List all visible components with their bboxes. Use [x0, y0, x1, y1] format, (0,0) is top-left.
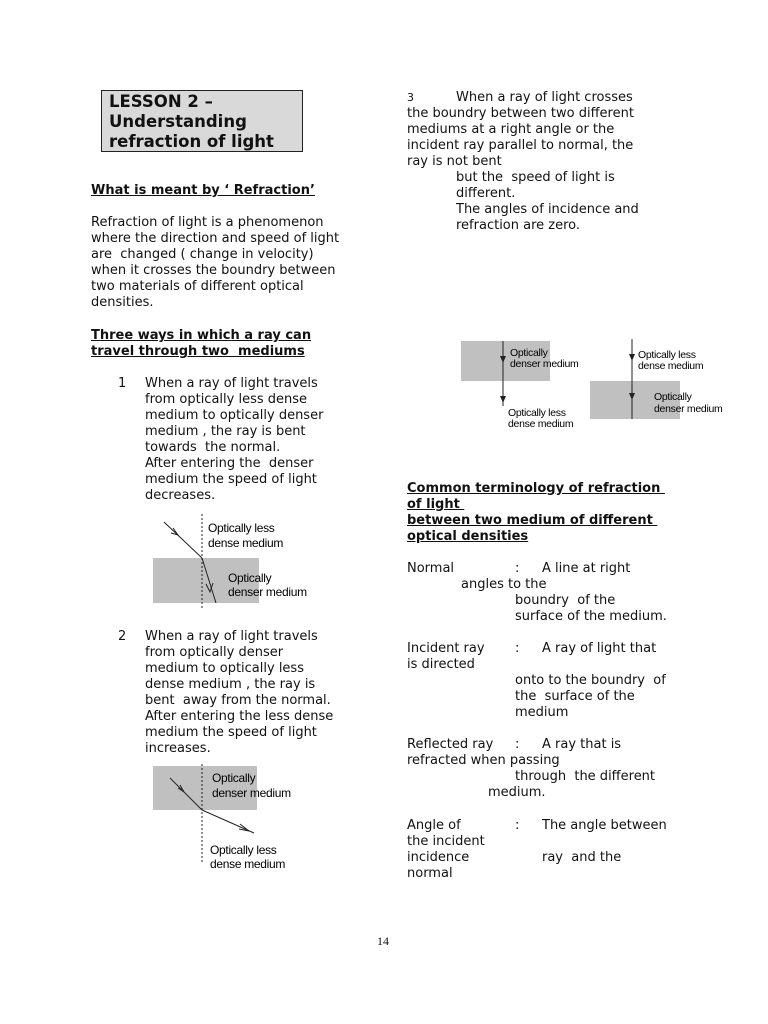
- diagram-label: dense medium: [638, 360, 704, 372]
- definition-line: Refraction of light is a phenomenon: [91, 215, 324, 230]
- way1-line: medium , the ray is bent: [145, 424, 306, 439]
- terminology-heading-line: optical densities: [407, 529, 529, 544]
- way3-indented-line: The angles of incidence and: [456, 202, 639, 217]
- term-incident-def-line: medium: [515, 705, 569, 720]
- diagram-label: Optically: [228, 571, 272, 585]
- page-number: 14: [377, 934, 389, 948]
- term-incident-def-line: the surface of the: [515, 689, 635, 704]
- term-incident-ray: Incident ray: [407, 641, 485, 656]
- definition-line: where the direction and speed of light: [91, 231, 340, 246]
- terminology-heading-line: of light: [407, 497, 465, 512]
- way3-indented-line: refraction are zero.: [456, 218, 581, 233]
- diagram-label: Optically less: [508, 407, 566, 419]
- refraction-diagram-normal-incidence: [458, 336, 738, 436]
- refraction-diagram-away-from-normal: [150, 762, 330, 874]
- term-incident-wrap: is directed: [407, 657, 475, 672]
- term-reflected-def: A ray that is: [542, 737, 622, 752]
- term-normal-def-line: boundry of the: [515, 593, 616, 608]
- term-angle-of-incidence: Angle of: [407, 818, 461, 833]
- term-colon: :: [515, 818, 520, 833]
- ways-heading-line: Three ways in which a ray can: [91, 328, 312, 343]
- way1-line: from optically less dense: [145, 392, 308, 407]
- term-angle-def: The angle between: [542, 818, 667, 833]
- way1-line: medium the speed of light: [145, 472, 317, 487]
- diagram-label: Optically less: [208, 521, 275, 535]
- diagram-label: Optically less: [210, 843, 277, 857]
- definition-line: are changed ( change in velocity): [91, 247, 314, 262]
- diagram-label: Optically less: [638, 349, 696, 361]
- lesson-title-line: refraction of light: [109, 132, 274, 151]
- incident-ray: [164, 522, 202, 558]
- way3-number: 3: [407, 91, 414, 104]
- term-angle-term-line: incidence: [407, 850, 470, 865]
- way3-line: mediums at a right angle or the: [407, 122, 615, 137]
- way2-line: from optically denser: [145, 645, 284, 660]
- terminology-heading-line: between two medium of different: [407, 513, 658, 528]
- way2-number: 2: [118, 629, 127, 644]
- way2-line: increases.: [145, 741, 211, 756]
- way2-line: When a ray of light travels: [145, 629, 318, 644]
- diagram-label: denser medium: [212, 786, 291, 800]
- way1-number: 1: [118, 376, 127, 391]
- way3-indented-line: but the speed of light is: [456, 170, 615, 185]
- way1-line: medium to optically denser: [145, 408, 324, 423]
- diagram-label: denser medium: [228, 585, 307, 599]
- term-normal-wrap: angles to the: [461, 577, 547, 592]
- diagram-label: dense medium: [210, 857, 286, 871]
- way2-line: medium the speed of light: [145, 725, 317, 740]
- way3-line: ray is not bent: [407, 154, 502, 169]
- refracted-ray: [202, 810, 254, 833]
- term-reflected-def-line: through the different: [515, 769, 656, 784]
- term-normal-def-line: surface of the medium.: [515, 609, 667, 624]
- definition-line: densities.: [91, 295, 154, 310]
- way1-line: towards the normal.: [145, 440, 281, 455]
- way1-line: After entering the denser: [145, 456, 314, 471]
- way2-line: bent away from the normal.: [145, 693, 331, 708]
- definition-line: two materials of different optical: [91, 279, 304, 294]
- term-incident-def-line: onto to the boundry of: [515, 673, 666, 688]
- terminology-heading-line: Common terminology of refraction: [407, 481, 665, 496]
- term-normal-def: A line at right: [542, 561, 631, 576]
- way3-line: incident ray parallel to normal, the: [407, 138, 634, 153]
- term-normal: Normal: [407, 561, 455, 576]
- diagram-label: Optically: [654, 391, 692, 403]
- arrow-icon: [629, 354, 635, 361]
- diagram-label: denser medium: [510, 358, 579, 370]
- definition-line: when it crosses the boundry between: [91, 263, 336, 278]
- refraction-heading: What is meant by ‘ Refraction’: [91, 183, 315, 198]
- way2-line: After entering the less dense: [145, 709, 334, 724]
- term-colon: :: [515, 641, 520, 656]
- term-reflected-def-line: medium.: [488, 785, 546, 800]
- diagram-label: Optically: [212, 771, 256, 785]
- lesson-title-box: [101, 90, 303, 152]
- term-angle-wrap: the incident: [407, 834, 485, 849]
- term-reflected-wrap: refracted when passing: [407, 753, 560, 768]
- way1-line: decreases.: [145, 488, 216, 503]
- term-colon: :: [515, 737, 520, 752]
- term-reflected-ray: Reflected ray: [407, 737, 494, 752]
- diagram-label: dense medium: [508, 418, 574, 430]
- way1-line: When a ray of light travels: [145, 376, 318, 391]
- lesson-title-line: Understanding: [109, 112, 247, 131]
- term-incident-def: A ray of light that: [542, 641, 657, 656]
- diagram-label: denser medium: [654, 403, 723, 415]
- way2-line: dense medium , the ray is: [145, 677, 316, 692]
- term-colon: :: [515, 561, 520, 576]
- diagram-label: dense medium: [208, 536, 284, 550]
- way3-line: the boundry between two different: [407, 106, 634, 121]
- way2-line: medium to optically less: [145, 661, 304, 676]
- refraction-diagram-towards-normal: [150, 512, 330, 612]
- term-angle-def-line: normal: [407, 866, 453, 881]
- diagram-label: Optically: [510, 347, 548, 359]
- lesson-title-line: LESSON 2 –: [109, 92, 213, 111]
- ways-heading-line: travel through two mediums: [91, 344, 305, 359]
- arrow-icon: [500, 396, 506, 403]
- way3-indented-line: different.: [456, 186, 516, 201]
- way3-first-line: When a ray of light crosses: [456, 90, 633, 105]
- term-angle-def-line: ray and the: [542, 850, 622, 865]
